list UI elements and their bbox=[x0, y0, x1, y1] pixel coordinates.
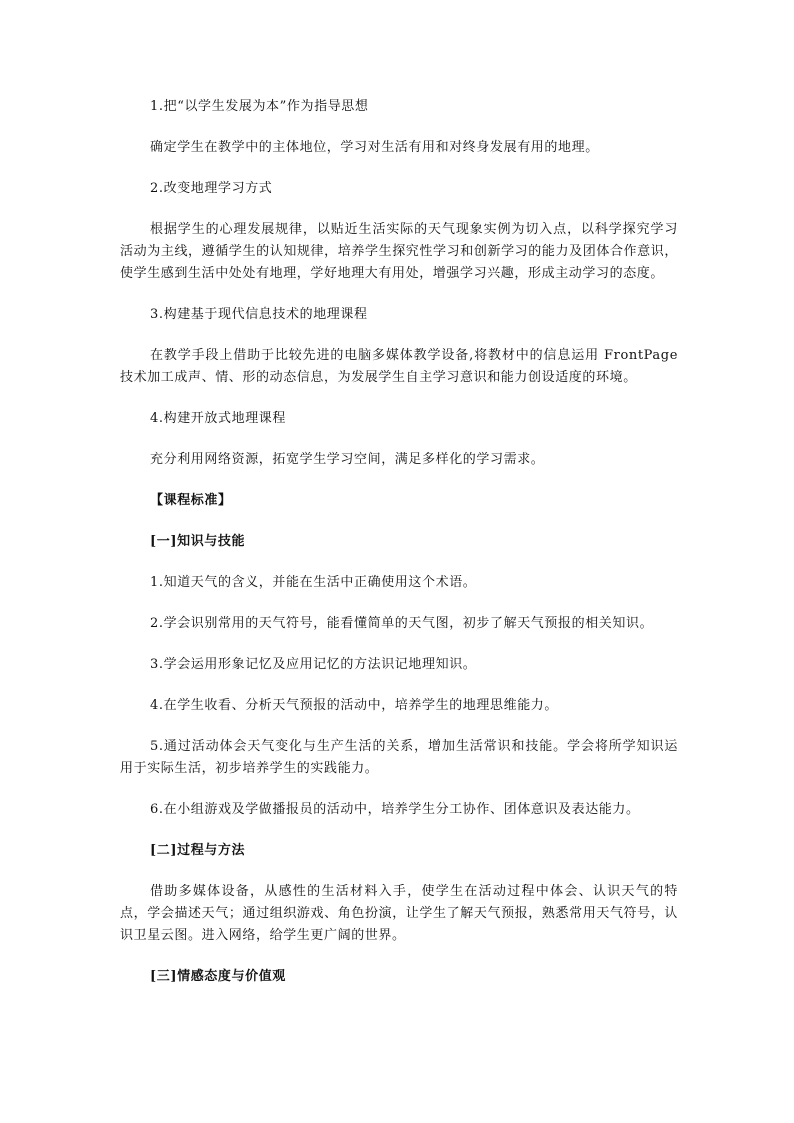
list-item-knowledge-4: 4.在学生收看、分析天气预报的活动中，培养学生的地理思维能力。 bbox=[150, 698, 559, 713]
list-item-knowledge-5: 5.通过活动体会天气变化与生产生活的关系，增加生活常识和技能。学会将所学知识运用于实际生活，初步培养学生的实践能力。 bbox=[120, 739, 678, 776]
heading-knowledge-skills: [一]知识与技能 bbox=[150, 534, 246, 549]
section-heading-modern-technology: 3.构建基于现代信息技术的地理课程 bbox=[150, 307, 368, 322]
list-item-knowledge-1: 1.知道天气的含义，并能在生活中正确使用这个术语。 bbox=[150, 575, 477, 590]
paragraph-network-resources: 充分利用网络资源，拓宽学生学习空间，满足多样化的学习需求。 bbox=[150, 452, 545, 467]
paragraph-process-method: 借助多媒体设备，从感性的生活材料入手，使学生在活动过程中体会、认识天气的特点，学会描述天气；通过组织游戏、角色扮演，让学生了解天气预报，熟悉常用天气符号，认识卫星云图。进入网络，给学生更广阔的世界。 bbox=[120, 884, 678, 943]
section-heading-open-curriculum: 4.构建开放式地理课程 bbox=[150, 411, 287, 426]
section-heading-learning-method: 2.改变地理学习方式 bbox=[150, 181, 273, 196]
section-heading-guiding-idea: 1.把“以学生发展为本”作为指导思想 bbox=[150, 99, 369, 114]
paragraph-student-subject: 确定学生在教学中的主体地位，学习对生活有用和对终身发展有用的地理。 bbox=[150, 140, 599, 155]
paragraph-multimedia: 在教学手段上借助于比较先进的电脑多媒体教学设备,将教材中的信息运用 FrontPage 技术加工成声、情、形的动态信息，为发展学生自主学习意识和能力创设适度的环境。 bbox=[120, 348, 678, 385]
list-item-knowledge-3: 3.学会运用形象记忆及应用记忆的方法识记地理知识。 bbox=[150, 657, 477, 672]
list-item-knowledge-6: 6.在小组游戏及学做播报员的活动中，培养学生分工协作、团体意识及表达能力。 bbox=[150, 802, 640, 817]
paragraph-psychology-development: 根据学生的心理发展规律，以贴近生活实际的天气现象实例为切入点，以科学探究学习活动为主线，遵循学生的认知规律，培养学生探究性学习和创新学习的能力及团体合作意识，使学生感到生活中处处有地理，学好地理大有用处，增强学习兴趣，形成主动学习的态度。 bbox=[120, 222, 678, 281]
heading-emotion-values: [三]情感态度与价值观 bbox=[150, 969, 286, 984]
heading-process-method: [二]过程与方法 bbox=[150, 843, 246, 858]
list-item-knowledge-2: 2.学会识别常用的天气符号，能看懂简单的天气图，初步了解天气预报的相关知识。 bbox=[150, 616, 654, 631]
heading-curriculum-standard: 【课程标准】 bbox=[150, 493, 232, 508]
document-body bbox=[120, 96, 678, 1007]
